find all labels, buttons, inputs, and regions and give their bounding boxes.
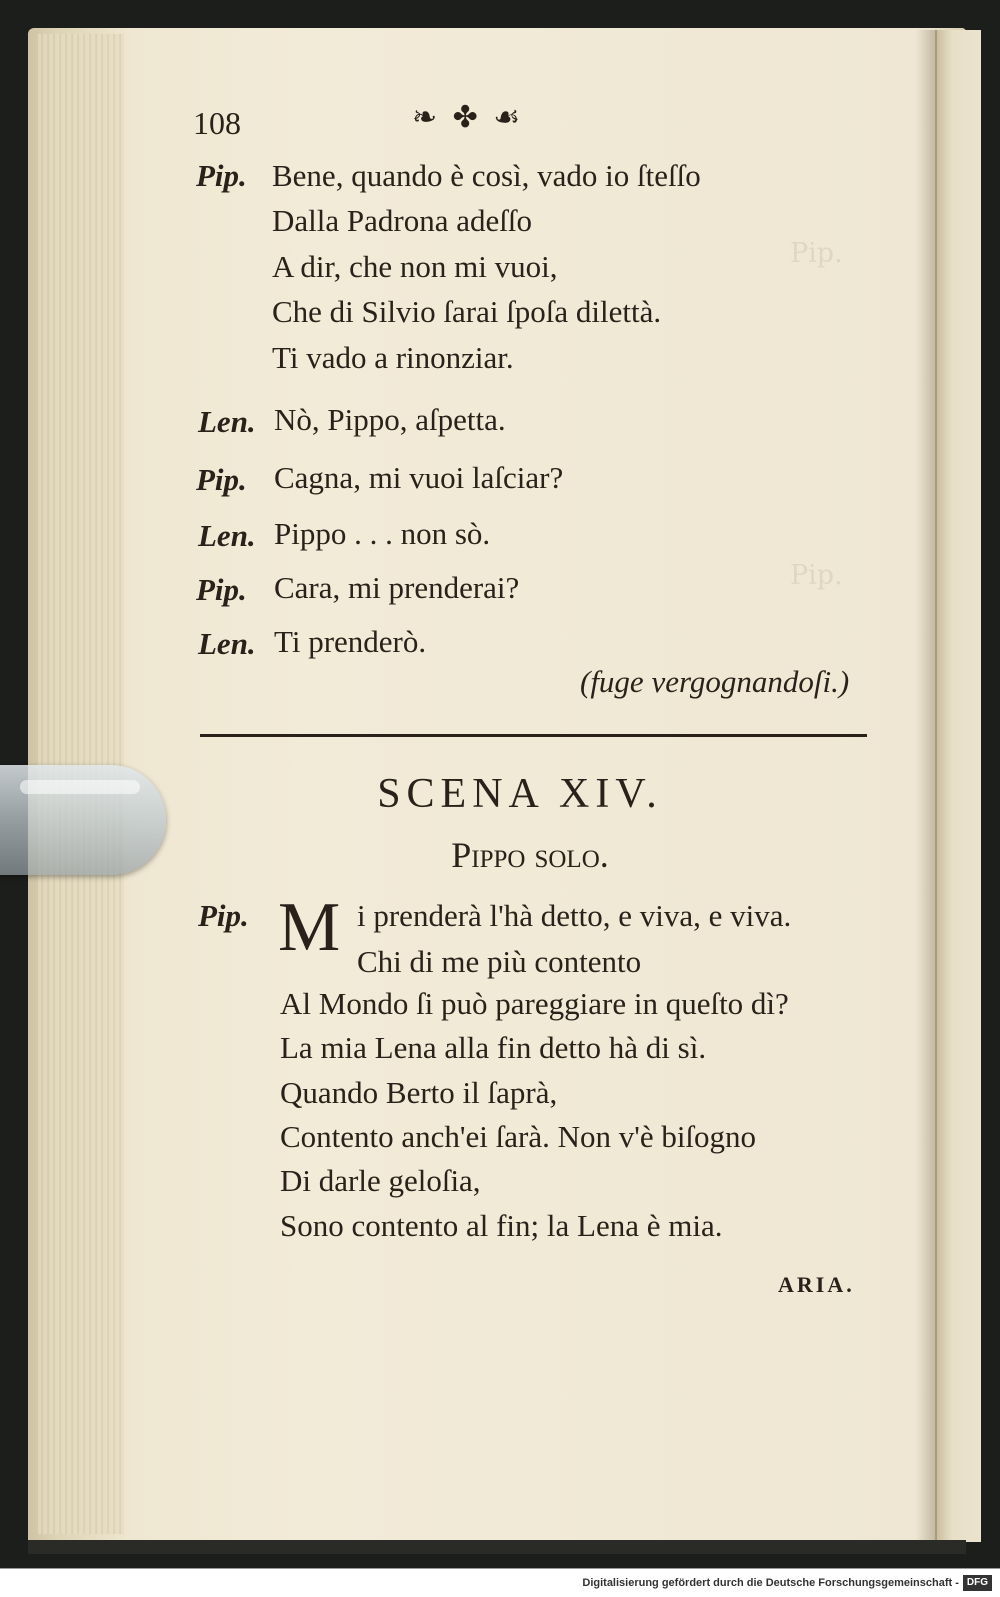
- verse-line: Ti vado a rinonziar.: [272, 340, 514, 375]
- page-number: 108: [193, 105, 241, 141]
- speaker-label: Len.: [198, 404, 256, 439]
- verse-line: Bene, quando è così, vado io ſteſſo: [272, 158, 701, 193]
- stage-direction: (fuge vergognandoſi.): [580, 664, 850, 699]
- footer-credit: Digitalisierung gefördert durch die Deutsche Forschungsgemeinschaft -: [582, 1577, 959, 1589]
- verse-line: Che di Silvio ſarai ſpoſa dilettà.: [272, 294, 662, 329]
- verse-line: Chi di me più contento: [357, 944, 642, 979]
- book-bottom-shadow: [28, 1540, 966, 1554]
- catchword: ARIA.: [778, 1272, 855, 1297]
- verse-line: Pippo . . . non sò.: [274, 516, 491, 551]
- verse-line: i prenderà l'hà detto, e viva, e viva.: [357, 898, 792, 933]
- verse-line: La mia Lena alla fin detto hà di sì.: [280, 1030, 707, 1065]
- scene-subtitle: Pippo ſolo.: [451, 835, 609, 875]
- drop-cap: M: [278, 889, 341, 966]
- speaker-label: Len.: [198, 626, 256, 661]
- verse-line: A dir, che non mi vuoi,: [272, 249, 558, 284]
- verse-line: Dalla Padrona adeſſo: [272, 203, 532, 238]
- speaker-label: Pip.: [196, 462, 247, 497]
- verse-line: Contento anch'ei ſarà. Non v'è biſogno: [280, 1119, 757, 1154]
- verse-line: Cagna, mi vuoi laſciar?: [274, 460, 564, 495]
- verse-line: Al Mondo ſi può pareggiare in queſto dì?: [280, 986, 789, 1021]
- dfg-logo: DFG: [963, 1575, 992, 1591]
- speaker-label: Pip.: [196, 158, 247, 193]
- verse-line: Ti prenderò.: [274, 624, 427, 659]
- verse-line: Nò, Pippo, aſpetta.: [274, 402, 506, 437]
- header-ornament: ❧ ✤ ☙: [412, 101, 525, 134]
- speaker-label: Len.: [198, 518, 256, 553]
- scene-divider: [200, 734, 867, 737]
- digitization-footer: [0, 1568, 1000, 1597]
- clip-highlight: [20, 780, 140, 794]
- speaker-label: Pip.: [198, 898, 249, 933]
- verse-line: Cara, mi prenderai?: [274, 570, 520, 605]
- verse-line: Quando Berto il ſaprà,: [280, 1075, 558, 1110]
- verse-line: Sono contento al fin; la Lena è mia.: [280, 1208, 723, 1243]
- show-through-text: Pip.: [790, 238, 843, 269]
- scene-title: SCENA XIV.: [377, 771, 663, 817]
- verse-line: Di darle geloſia,: [280, 1163, 481, 1198]
- speaker-label: Pip.: [196, 572, 247, 607]
- show-through-text: Pip.: [790, 560, 843, 591]
